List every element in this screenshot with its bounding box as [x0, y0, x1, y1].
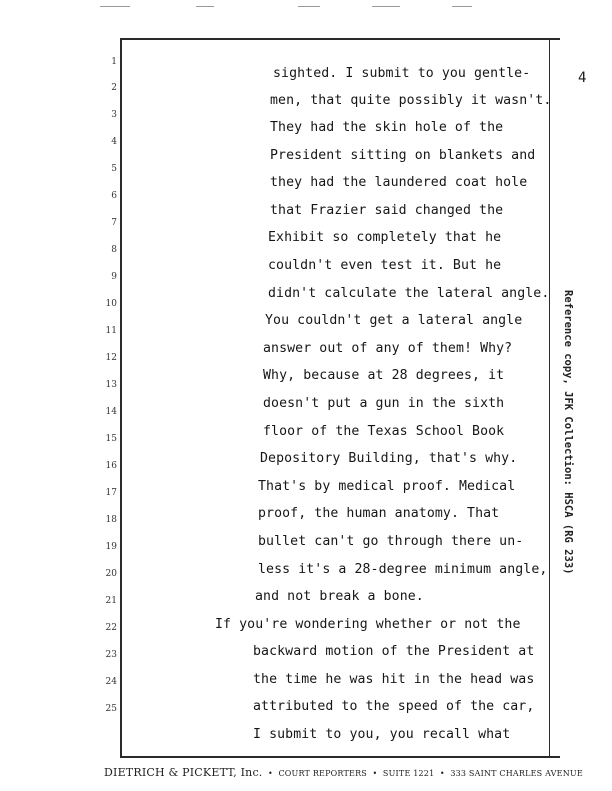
line-number: 6 — [111, 191, 117, 201]
transcript-line: They had the skin hole of the — [270, 120, 504, 135]
line-number: 11 — [105, 326, 117, 336]
line-number: 15 — [105, 434, 117, 444]
line-number: 12 — [105, 353, 117, 363]
transcript-line: sighted. I submit to you gentle- — [273, 66, 531, 81]
footer-separator: • — [372, 769, 378, 778]
transcript-line: less it's a 28-degree minimum angle, — [258, 562, 548, 577]
transcript-line: Exhibit so completely that he — [268, 230, 502, 245]
transcript-line: You couldn't get a lateral angle — [265, 313, 523, 328]
transcript-line: Depository Building, that's why. — [260, 451, 518, 466]
transcript-line: If you're wondering whether or not the — [215, 617, 521, 632]
line-number: 22 — [105, 623, 117, 633]
line-number: 3 — [111, 110, 117, 120]
line-number: 20 — [105, 569, 117, 579]
transcript-line: that Frazier said changed the — [270, 203, 504, 218]
footer-suite: SUITE 1221 — [382, 769, 435, 778]
line-number: 5 — [111, 164, 117, 174]
transcript-line: President sitting on blankets and — [270, 148, 536, 163]
line-number: 2 — [111, 83, 117, 93]
transcript-line: I submit to you, you recall what — [253, 727, 511, 742]
line-number: 4 — [111, 137, 117, 147]
transcript-line: floor of the Texas School Book — [263, 424, 505, 439]
transcript-line: attributed to the speed of the car, — [253, 699, 535, 714]
line-number: 24 — [105, 677, 117, 687]
scan-artifacts — [0, 6, 612, 18]
transcript-line: doesn't put a gun in the sixth — [263, 396, 505, 411]
transcript-line: didn't calculate the lateral angle. — [268, 286, 550, 301]
footer-firm: DIETRICH & PICKETT, Inc. — [104, 766, 263, 779]
transcript-line: Why, because at 28 degrees, it — [263, 368, 505, 383]
transcript-line: answer out of any of them! Why? — [263, 341, 513, 356]
transcript-line: proof, the human anatomy. That — [258, 506, 500, 521]
footer-separator: • — [268, 769, 273, 778]
line-number: 25 — [105, 704, 117, 714]
page-frame-right-rule — [549, 38, 550, 756]
footer-address: 333 SAINT CHARLES AVENUE — [450, 769, 583, 778]
transcript-line: backward motion of the President at — [253, 644, 535, 659]
line-number: 17 — [105, 488, 117, 498]
line-number: 9 — [111, 272, 117, 282]
transcript-line: couldn't even test it. But he — [268, 258, 502, 273]
transcript-line: That's by medical proof. Medical — [258, 479, 516, 494]
transcript-line: men, that quite possibly it wasn't. — [270, 93, 552, 108]
line-number: 7 — [111, 218, 117, 228]
line-number: 18 — [105, 515, 117, 525]
line-number: 19 — [105, 542, 117, 552]
transcript-line: and not break a bone. — [255, 589, 424, 604]
footer-separator: • — [439, 769, 445, 778]
transcript-line: bullet can't go through there un- — [258, 534, 524, 549]
line-number: 13 — [105, 380, 117, 390]
line-number: 21 — [105, 596, 117, 606]
line-number: 14 — [105, 407, 117, 417]
archival-stamp: Reference copy, JFK Collection: HSCA (RG 233) — [562, 290, 574, 575]
transcript-line: they had the laundered coat hole — [270, 175, 528, 190]
line-number: 8 — [111, 245, 117, 255]
footer-service: COURT REPORTERS — [278, 769, 367, 778]
line-number: 10 — [105, 299, 117, 309]
line-number: 1 — [111, 57, 117, 67]
transcript-line: the time he was hit in the head was — [253, 672, 535, 687]
footer — [104, 766, 583, 779]
line-number: 23 — [105, 650, 117, 660]
line-number: 16 — [105, 461, 117, 471]
page-number: 4 — [578, 70, 587, 86]
